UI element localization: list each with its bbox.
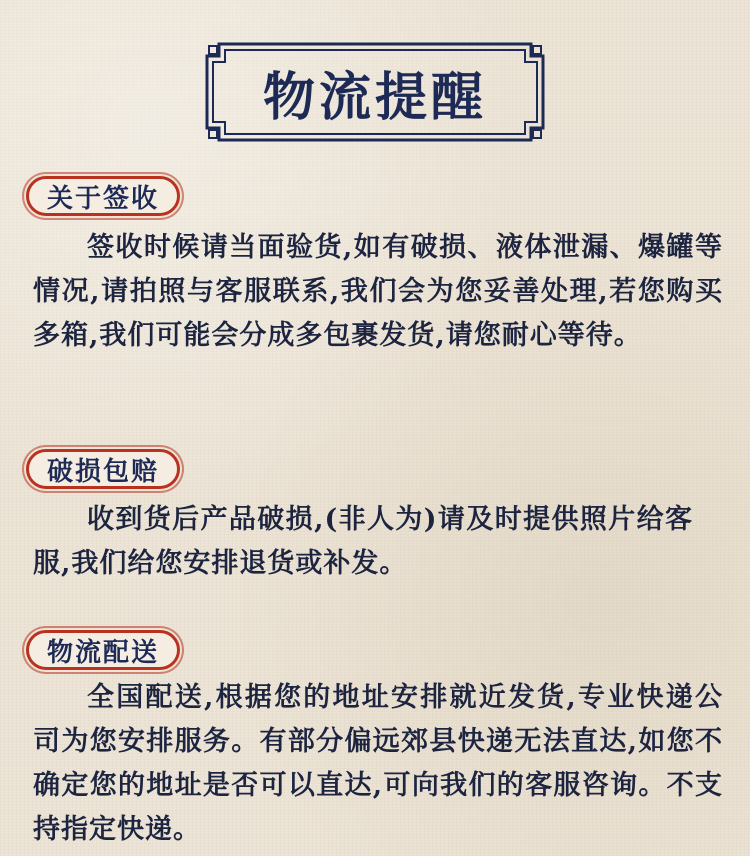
section-tag-damage: 破损包赔 bbox=[26, 449, 180, 489]
section-body-delivery: 全国配送,根据您的地址安排就近发货,专业快递公司为您安排服务。有部分偏远郊县快递无法直达,如您不确定您的地址是否可以直达,可向我们的客服咨询。不支持指定快递。 bbox=[33, 682, 723, 845]
section-tag-delivery: 物流配送 bbox=[26, 630, 180, 670]
title-frame bbox=[205, 42, 545, 142]
section-tag-signing: 关于签收 bbox=[26, 176, 180, 216]
section-body-damage: 收到货后产品破损,(非人为)请及时提供照片给客服,我们给您安排退货或补发。 bbox=[33, 504, 693, 579]
section-body-signing: 签收时候请当面验货,如有破损、液体泄漏、爆罐等情况,请拍照与客服联系,我们会为您妥善处理,若您购买多箱,我们可能会分成多包裹发货,请您耐心等待。 bbox=[33, 232, 723, 351]
page-title: 物流提醒 bbox=[262, 66, 487, 128]
